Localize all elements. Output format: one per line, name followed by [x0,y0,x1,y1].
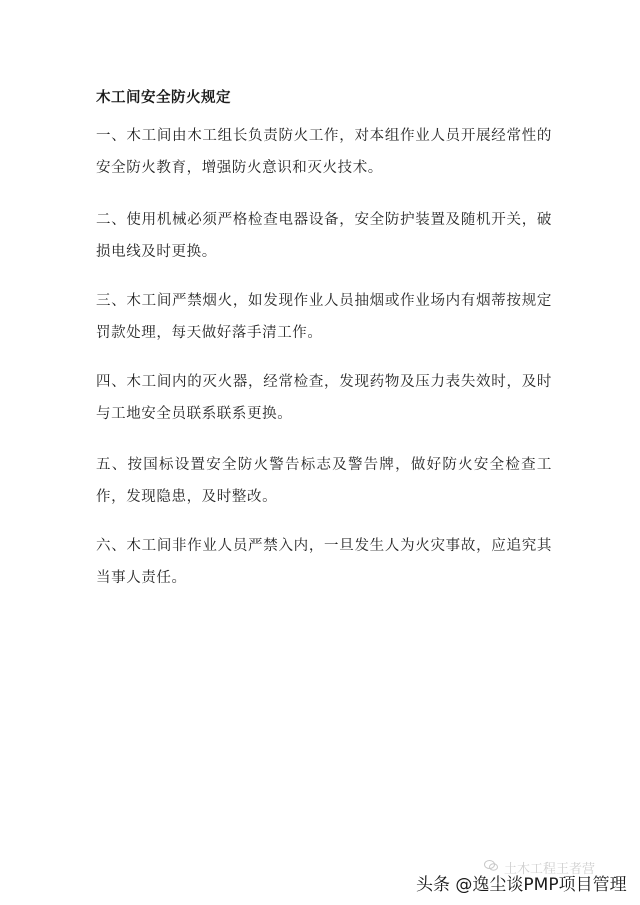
document-title: 木工间安全防火规定 [96,89,231,106]
paragraph-3: 三、木工间严禁烟火，如发现作业人员抽烟或作业场内有烟蒂按规定罚款处理，每天做好落手清工作。 [96,293,552,341]
faded-watermark-text: 土木工程王者营 [504,862,596,877]
paragraph-6: 六、木工间非作业人员严禁入内，一旦发生人为火灾事故，应追究其当事人责任。 [96,538,552,586]
paragraph-5: 五、按国标设置安全防火警告标志及警告牌，做好防火安全检查工作，发现隐患，及时整改。 [96,457,552,505]
paragraph-2: 二、使用机械必须严格检查电器设备，安全防护装置及随机开关，破损电线及时更换。 [96,212,552,260]
watermark-text: 头条 @逸尘谈PMP项目管理 [416,875,627,895]
paragraph-1: 一、木工间由木工组长负责防火工作，对本组作业人员开展经常性的安全防火教育，增强防火意识和灭火技术。 [96,128,552,176]
paragraph-4: 四、木工间内的灭火器，经常检查，发现药物及压力表失效时，及时与工地安全员联系联系更换。 [96,374,552,422]
